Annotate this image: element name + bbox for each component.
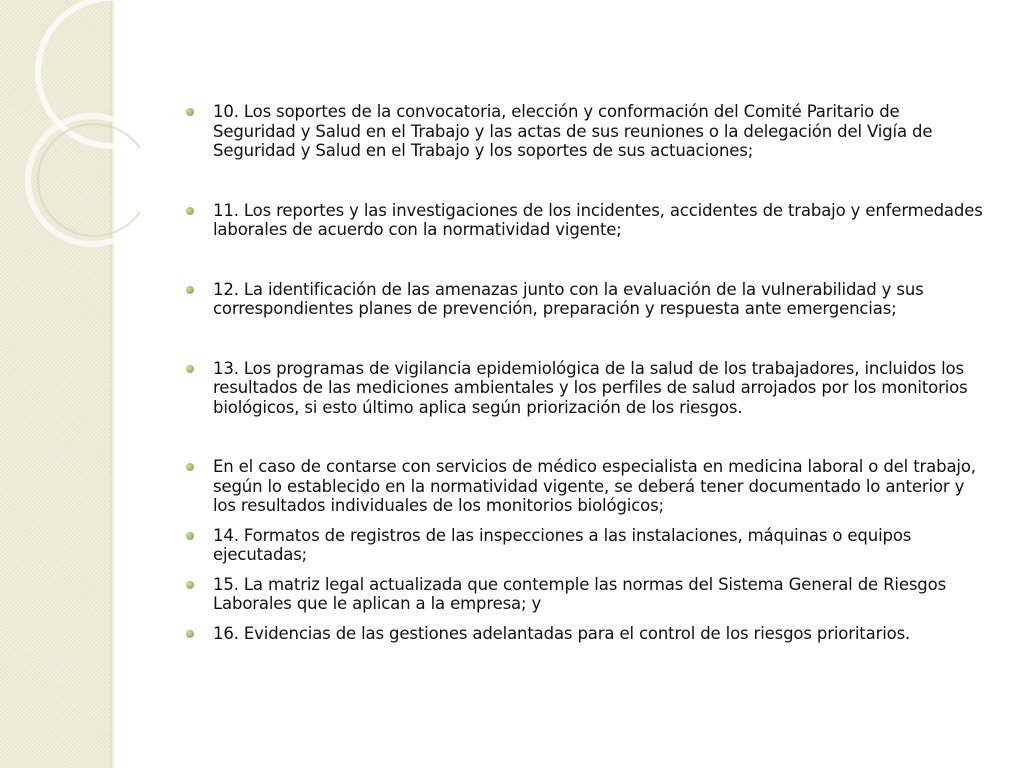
list-item	[186, 526, 986, 565]
decorative-rings	[0, 0, 140, 300]
bullet-icon	[186, 108, 194, 116]
list-item-text: 16. Evidencias de las gestiones adelantadas para el control de los riesgos prioritarios.	[213, 623, 911, 643]
bullet-icon	[186, 630, 194, 638]
bullet-icon	[186, 463, 194, 471]
bullet-list	[186, 102, 986, 643]
decorative-ring-small	[28, 116, 140, 244]
bullet-icon	[186, 207, 194, 215]
list-item	[186, 575, 986, 614]
list-item-text: 10. Los soportes de la convocatoria, elección y conformación del Comité Paritario de Seguridad y Salud en el Trabajo y las actas de sus reuniones o la delegación del Vigía de Seguridad y Salud en el Trabajo y los soportes de sus actuaciones;	[213, 102, 933, 160]
list-item	[186, 201, 986, 240]
list-item-text: En el caso de contarse con servicios de médico especialista en medicina laboral o del trabajo, según lo establecido en la normatividad vigente, se deberá tener documentado lo anterior y los resultados individuales de los monitorios biológicos;	[213, 457, 976, 515]
list-item-text: 12. La identificación de las amenazas junto con la evaluación de la vulnerabilidad y sus correspondientes planes de prevención, preparación y respuesta ante emergencias;	[213, 279, 924, 318]
list-item-text: 15. La matriz legal actualizada que contemple las normas del Sistema General de Riesgos Laborales que le aplican a la empresa; y	[213, 574, 947, 613]
list-item	[186, 280, 986, 319]
bullet-icon	[186, 286, 194, 294]
list-item-text: 11. Los reportes y las investigaciones de los incidentes, accidentes de trabajo y enfermedades laborales de acuerdo con la normatividad vigente;	[213, 200, 983, 239]
list-item-text: 14. Formatos de registros de las inspecciones a las instalaciones, máquinas o equipos ejecutadas;	[213, 525, 912, 564]
list-item	[186, 102, 986, 161]
list-item	[186, 457, 986, 516]
list-item	[186, 624, 986, 644]
bullet-icon	[186, 532, 194, 540]
list-item-text: 13. Los programas de vigilancia epidemiológica de la salud de los trabajadores, incluidos los resultados de las mediciones ambientales y los perfiles de salud arrojados por los monitorios biológicos, si esto último aplica según priorización de los riesgos.	[213, 358, 968, 417]
list-item	[186, 359, 986, 418]
bullet-icon	[186, 365, 194, 373]
bullet-icon	[186, 581, 194, 589]
